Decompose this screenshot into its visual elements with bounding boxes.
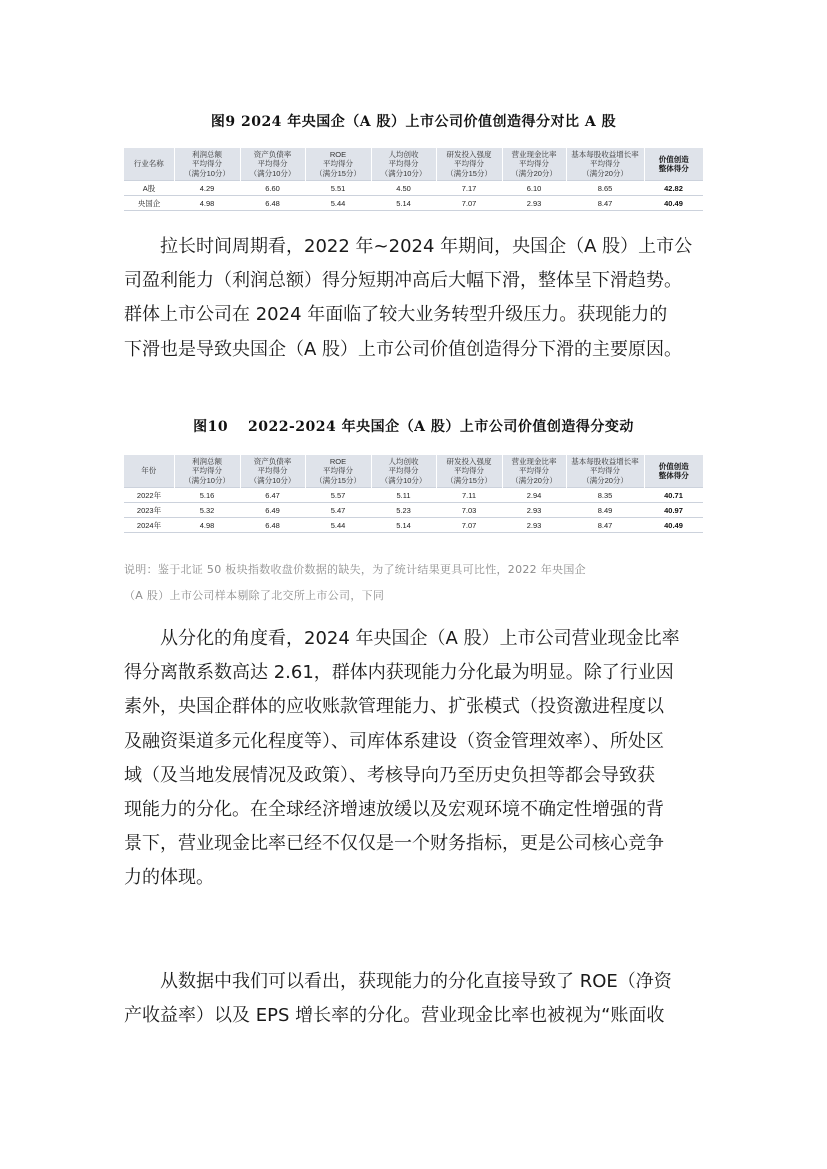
table-header-cell: ROE 平均得分 （满分15分） <box>305 148 371 181</box>
table-cell: 5.47 <box>305 503 371 518</box>
table-cell: 40.71 <box>644 488 703 503</box>
table-cell: A股 <box>124 181 174 196</box>
table-cell: 40.97 <box>644 503 703 518</box>
table-header-row <box>124 455 703 488</box>
paragraph-line: 景下，营业现金比率已经不仅仅是一个财务指标，更是公司核心竞争 <box>124 833 664 855</box>
table-cell: 5.51 <box>305 181 371 196</box>
table-row <box>124 196 703 211</box>
table-cell: 4.98 <box>174 518 240 533</box>
paragraph-line: 从数据中我们可以看出，获现能力的分化直接导致了 ROE（净资 <box>160 971 672 992</box>
paragraph-2 <box>124 622 706 896</box>
table-header-cell: 行业名称 <box>124 148 174 181</box>
table-cell: 6.60 <box>240 181 305 196</box>
table-header-cell: 价值创造 整体得分 <box>644 455 703 488</box>
paragraph-line: 域（及当地发展情况及政策）、考核导向乃至历史负担等都会导致获 <box>124 764 655 786</box>
table-cell: 2022年 <box>124 488 174 503</box>
table-header-cell: 价值创造 整体得分 <box>644 148 703 181</box>
table-cell: 8.49 <box>566 503 644 518</box>
table-cell: 5.57 <box>305 488 371 503</box>
table-header-cell: 资产负债率 平均得分 （满分10分） <box>240 455 305 488</box>
table-cell: 2.93 <box>502 196 566 211</box>
table-cell: 央国企 <box>124 196 174 211</box>
table-cell: 6.48 <box>240 518 305 533</box>
table-header-cell: 利润总额 平均得分 （满分10分） <box>174 148 240 181</box>
paragraph-line: 力的体现。 <box>124 867 214 889</box>
paragraph-line: 司盈利能力（利润总额）得分短期冲高后大幅下滑，整体呈下滑趋势。 <box>124 270 682 292</box>
table-cell: 40.49 <box>644 518 703 533</box>
table-cell: 4.98 <box>174 196 240 211</box>
paragraph-line: 下滑也是导致央国企（A 股）上市公司价值创造得分下滑的主要原因。 <box>124 338 683 360</box>
table-header-cell: 年份 <box>124 455 174 488</box>
table-header-cell: 营业现金比率 平均得分 （满分20分） <box>502 148 566 181</box>
table-cell: 2023年 <box>124 503 174 518</box>
table-cell: 5.23 <box>371 503 436 518</box>
table-cell: 2.93 <box>502 503 566 518</box>
table-cell: 8.47 <box>566 196 644 211</box>
table-cell: 7.07 <box>436 196 502 211</box>
paragraph-1 <box>124 230 706 367</box>
table-cell: 2.93 <box>502 518 566 533</box>
table-cell: 6.47 <box>240 488 305 503</box>
note-line: （A 股）上市公司样本剔除了北交所上市公司，下同 <box>124 589 385 602</box>
paragraph-line: 及融资渠道多元化程度等）、司库体系建设（资金管理效率）、所处区 <box>124 730 664 752</box>
table-cell: 2024年 <box>124 518 174 533</box>
table-cell: 42.82 <box>644 181 703 196</box>
table-header-cell: 利润总额 平均得分 （满分10分） <box>174 455 240 488</box>
table-header-cell: ROE 平均得分 （满分15分） <box>305 455 371 488</box>
paragraph-line: 产收益率）以及 EPS 增长率的分化。营业现金比率也被视为“账面收 <box>124 1005 665 1027</box>
figure9-table <box>124 148 703 211</box>
table-cell: 8.65 <box>566 181 644 196</box>
table-cell: 6.10 <box>502 181 566 196</box>
paragraph-line: 拉长时间周期看，2022 年~2024 年期间，央国企（A 股）上市公 <box>160 236 693 257</box>
table-header-cell: 基本每股收益增长率 平均得分 （满分20分） <box>566 455 644 488</box>
table-cell: 8.35 <box>566 488 644 503</box>
table-header-cell: 营业现金比率 平均得分 （满分20分） <box>502 455 566 488</box>
table-cell: 6.48 <box>240 196 305 211</box>
table-cell: 4.29 <box>174 181 240 196</box>
table-cell: 4.50 <box>371 181 436 196</box>
table-cell: 5.44 <box>305 518 371 533</box>
paragraph-3 <box>124 965 706 1033</box>
table-cell: 7.11 <box>436 488 502 503</box>
paragraph-line: 素外，央国企群体的应收账款管理能力、扩张模式（投资激进程度以 <box>124 696 664 718</box>
table-header-cell: 研发投入强度 平均得分 （满分15分） <box>436 455 502 488</box>
table-header-cell: 资产负债率 平均得分 （满分10分） <box>240 148 305 181</box>
paragraph-line: 群体上市公司在 2024 年面临了较大业务转型升级压力。获现能力的 <box>124 304 668 326</box>
table-header-row <box>124 148 703 181</box>
paragraph-line: 从分化的角度看，2024 年央国企（A 股）上市公司营业现金比率 <box>160 628 680 649</box>
table-cell: 2.94 <box>502 488 566 503</box>
table-cell: 7.07 <box>436 518 502 533</box>
table-cell: 5.16 <box>174 488 240 503</box>
table-header-cell: 人均创收 平均得分 （满分10分） <box>371 455 436 488</box>
table-row <box>124 503 703 518</box>
figure9-title: 图9 2024 年央国企（A 股）上市公司价值创造得分对比 A 股 <box>210 114 617 130</box>
table-cell: 5.44 <box>305 196 371 211</box>
table-cell: 40.49 <box>644 196 703 211</box>
figure10-title: 图10 2022-2024 年央国企（A 股）上市公司价值创造得分变动 <box>193 419 634 435</box>
table-cell: 6.49 <box>240 503 305 518</box>
paragraph-line: 现能力的分化。在全球经济增速放缓以及宏观环境不确定性增强的背 <box>124 799 664 821</box>
table-row <box>124 181 703 196</box>
table-row <box>124 488 703 503</box>
table-header-cell: 研发投入强度 平均得分 （满分15分） <box>436 148 502 181</box>
table-cell: 7.17 <box>436 181 502 196</box>
table-cell: 7.03 <box>436 503 502 518</box>
table-cell: 5.14 <box>371 518 436 533</box>
table-cell: 5.14 <box>371 196 436 211</box>
table-cell: 5.32 <box>174 503 240 518</box>
figure10-table <box>124 455 703 533</box>
table-cell: 5.11 <box>371 488 436 503</box>
note-line: 说明：鉴于北证 50 板块指数收盘价数据的缺失，为了统计结果更具可比性，2022 年央国企 <box>124 563 586 576</box>
table-row <box>124 518 703 533</box>
paragraph-line: 得分离散系数高达 2.61，群体内获现能力分化最为明显。除了行业因 <box>124 662 674 684</box>
table-header-cell: 基本每股收益增长率 平均得分 （满分20分） <box>566 148 644 181</box>
table-cell: 8.47 <box>566 518 644 533</box>
table-header-cell: 人均创收 平均得分 （满分10分） <box>371 148 436 181</box>
table-note <box>124 557 714 609</box>
